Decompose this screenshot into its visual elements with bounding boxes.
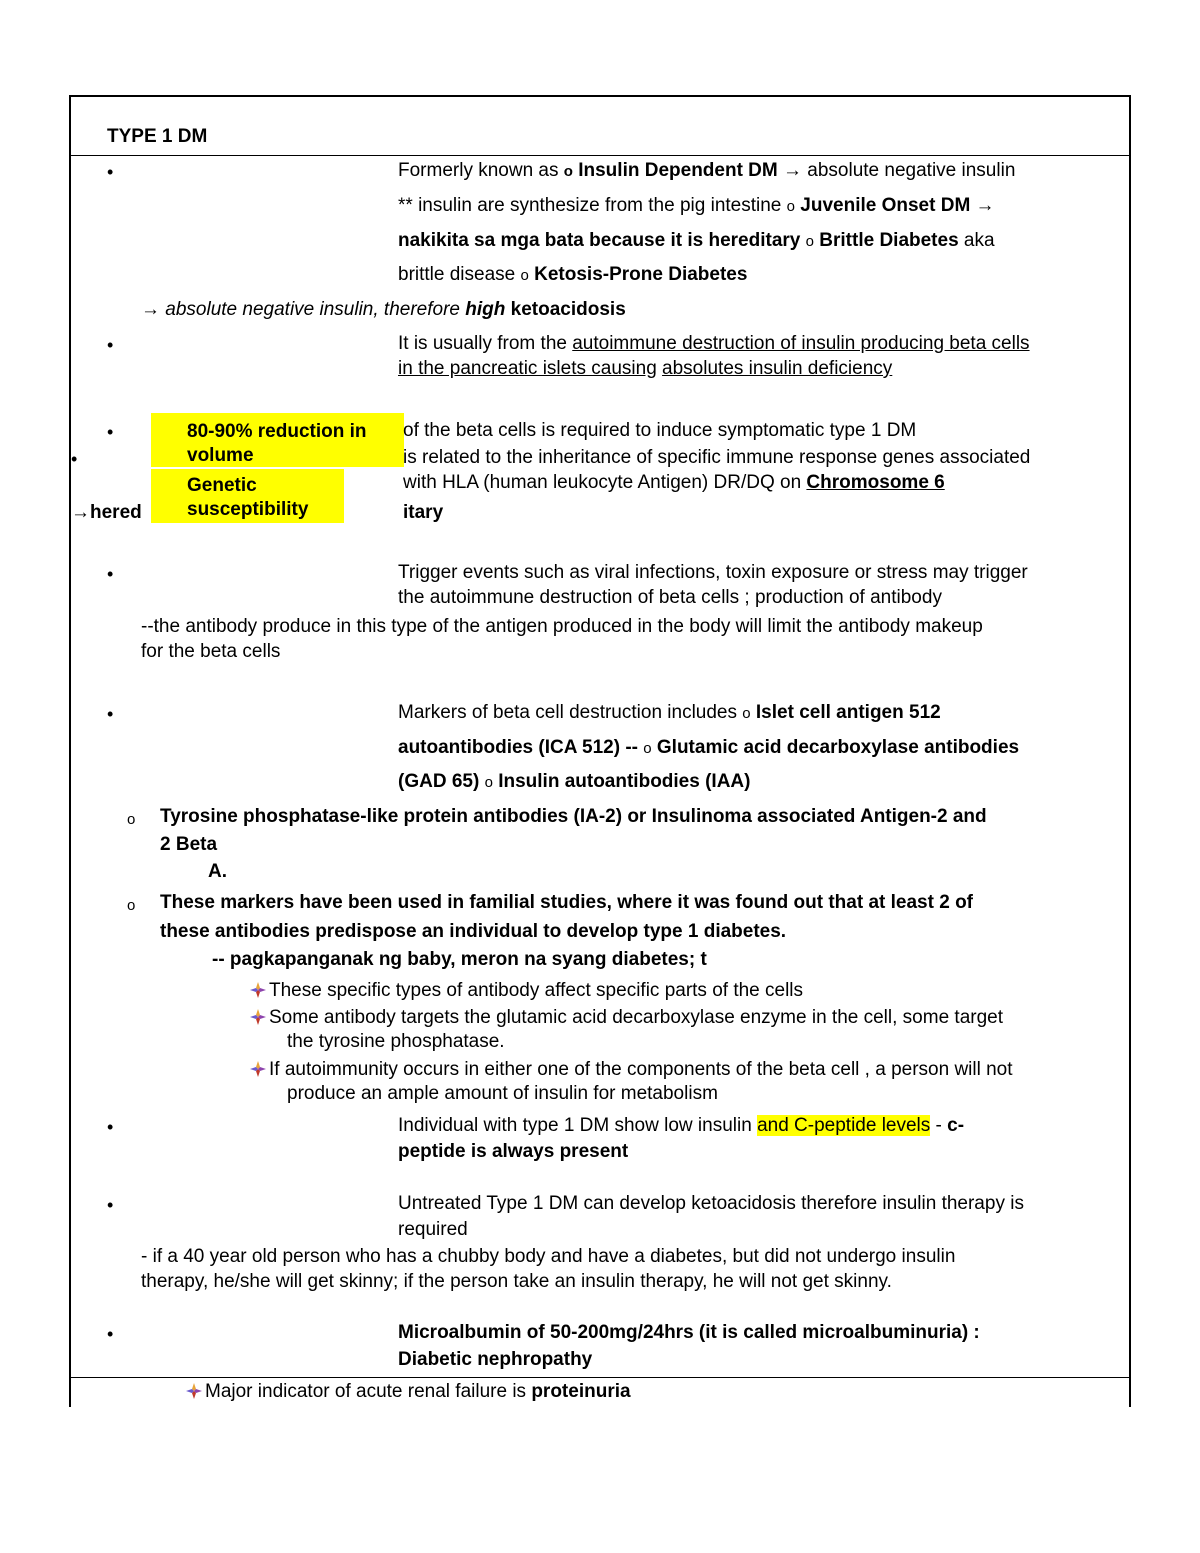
s5-diamond-item-3b: produce an ample amount of insulin for metabolism: [287, 1083, 718, 1104]
diamond-bullet-icon: [250, 1009, 266, 1025]
s7-line-b: required: [398, 1219, 468, 1240]
s5-diamond-item-2: Some antibody targets the glutamic acid decarboxylase enzyme in the cell, some target: [250, 1006, 1003, 1030]
diamond-bullet-icon: [186, 1383, 202, 1399]
bullet-6: •: [107, 1117, 114, 1137]
table-left-border: [69, 95, 71, 1407]
s5-line-a: Markers of beta cell destruction includes o Islet cell antigen 512: [398, 702, 941, 723]
s5-diamond-item-1: These specific types of antibody affect specific parts of the cells: [250, 979, 803, 1003]
s7-line-d: therapy, he/she will get skinny; if the person take an insulin therapy, he will not get skinny.: [141, 1271, 892, 1292]
s2-line-b: in the pancreatic islets causing absolutes insulin deficiency: [398, 358, 893, 379]
table-right-border: [1129, 95, 1131, 1407]
s5-o2-line-b: these antibodies predispose an individual to develop type 1 diabetes.: [160, 921, 787, 942]
table-header-divider: [69, 155, 1131, 156]
s5-o2-line-a: These markers have been used in familial studies, where it was found out that at least 2 of: [160, 892, 974, 913]
s5-line-b: autoantibodies (ICA 512) -- o Glutamic acid decarboxylase antibodies: [398, 737, 1020, 758]
s7-line-c: - if a 40 year old person who has a chubby body and have a diabetes, but did not undergo insulin: [141, 1246, 956, 1267]
s8-line-a: Microalbumin of 50-200mg/24hrs (it is called microalbuminuria) :: [398, 1322, 980, 1343]
s5-o2-line-c: -- pagkapanganak ng baby, meron na syang diabetes; t: [212, 949, 707, 970]
s3-highlight-2b: susceptibility: [187, 499, 309, 520]
bullet-7: •: [107, 1195, 114, 1215]
table-row-divider: [69, 1377, 1131, 1378]
s5-diamond-item-2b: the tyrosine phosphatase.: [287, 1031, 505, 1052]
s6-line-b: peptide is always present: [398, 1141, 629, 1162]
s5-o1-line-c: A.: [208, 861, 227, 882]
bullet-3b: •: [71, 449, 78, 469]
s7-line-a: Untreated Type 1 DM can develop ketoacidosis therefore insulin therapy is: [398, 1193, 1024, 1214]
s8-line-c: Major indicator of acute renal failure is proteinuria: [186, 1380, 631, 1404]
bullet-1: •: [107, 162, 114, 182]
table-top-border: [69, 95, 1131, 97]
s3-line-a: of the beta cells is required to induce symptomatic type 1 DM: [403, 420, 917, 441]
page-title: TYPE 1 DM: [107, 126, 208, 147]
s1-line-a: Formerly known as o Insulin Dependent DM → absolute negative insulin: [398, 160, 1016, 181]
s5-o1-line-a: Tyrosine phosphatase-like protein antibodies (IA-2) or Insulinoma associated Antigen-2 and: [160, 806, 987, 827]
s5-line-c: (GAD 65) o Insulin autoantibodies (IAA): [398, 771, 751, 792]
s1-line-c: nakikita sa mga bata because it is hereditary o Brittle Diabetes aka: [398, 230, 995, 251]
s1-line-d: brittle disease o Ketosis-Prone Diabetes: [398, 264, 748, 285]
s3-line-d-right: itary: [403, 502, 444, 523]
s1-line-e: → absolute negative insulin, therefore high ketoacidosis: [141, 299, 626, 320]
s5-diamond-item-3: If autoimmunity occurs in either one of the components of the beta cell , a person will not: [250, 1058, 1013, 1082]
bullet-4: •: [107, 564, 114, 584]
bullet-2: •: [107, 335, 114, 355]
bullet-8: •: [107, 1324, 114, 1344]
diamond-bullet-icon: [250, 1061, 266, 1077]
s5-o1-marker: o: [127, 811, 136, 828]
s3-highlight-2: Genetic: [187, 475, 257, 496]
s4-line-a: Trigger events such as viral infections, toxin exposure or stress may trigger: [398, 562, 1028, 583]
s4-line-b: the autoimmune destruction of beta cells ; production of antibody: [398, 587, 942, 608]
bullet-5: •: [107, 704, 114, 724]
s4-line-c: --the antibody produce in this type of the antigen produced in the body will limit the antibody makeup: [141, 616, 983, 637]
bullet-3: •: [107, 422, 114, 442]
s6-line-a: Individual with type 1 DM show low insulin and C-peptide levels - c-: [398, 1115, 965, 1136]
s3-line-c: with HLA (human leukocyte Antigen) DR/DQ on Chromosome 6: [403, 472, 945, 493]
s2-line-a: It is usually from the autoimmune destruction of insulin producing beta cells: [398, 333, 1030, 354]
s3-highlight-1: 80-90% reduction in: [187, 421, 367, 442]
s8-line-b: Diabetic nephropathy: [398, 1349, 593, 1370]
s5-o2-marker: o: [127, 897, 136, 914]
s3-highlight-1b: volume: [187, 445, 254, 466]
s3-line-b: is related to the inheritance of specific immune response genes associated: [403, 447, 1031, 468]
s5-o1-line-b: 2 Beta: [160, 834, 218, 855]
s3-line-d-left: →hered: [71, 502, 142, 523]
s1-line-b: ** insulin are synthesize from the pig intestine o Juvenile Onset DM →: [398, 195, 995, 216]
diamond-bullet-icon: [250, 982, 266, 998]
s4-line-d: for the beta cells: [141, 641, 281, 662]
